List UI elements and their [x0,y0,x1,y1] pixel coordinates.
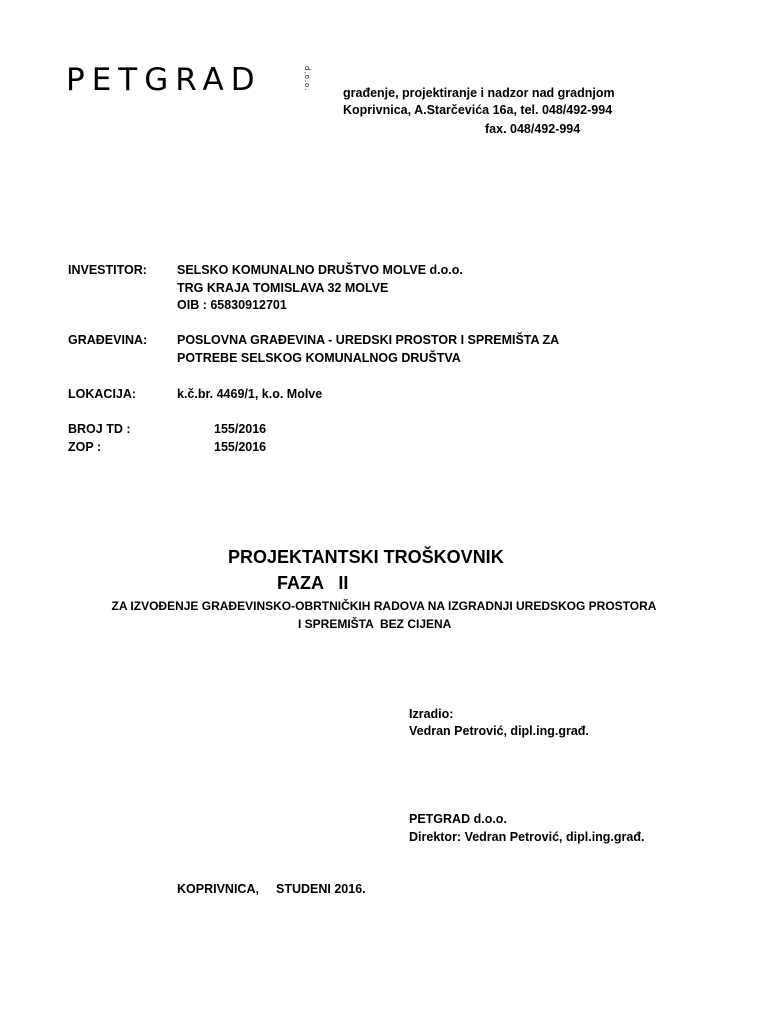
gradevina-line: POSLOVNA GRAĐEVINA - UREDSKI PROSTOR I SPREMIŠTA ZA [177,333,560,347]
broj-td-value: 155/2016 [214,422,267,436]
footer-place: KOPRIVNICA, [177,882,259,896]
document-title: PROJEKTANTSKI TROŠKOVNIK [228,547,504,567]
investitor-line: TRG KRAJA TOMISLAVA 32 MOLVE [177,281,389,295]
izradio-name: Vedran Petrović, dipl.ing.građ. [409,724,589,738]
company-logo: PETGRAD [66,62,262,98]
lokacija-value: k.č.br. 4469/1, k.o. Molve [177,387,323,401]
investitor-label: INVESTITOR: [68,263,147,277]
document-subtitle-line1: ZA IZVOĐENJE GRAĐEVINSKO-OBRTNIČKIH RADOVA NA IZGRADNJI UREDSKOG PROSTORA [111,599,657,613]
signature-director: Direktor: Vedran Petrović, dipl.ing.građ. [409,830,645,844]
broj-td-label: BROJ TD : [68,422,131,436]
document-subtitle-line2: I SPREMIŠTA BEZ CIJENA [298,617,452,631]
footer-date: STUDENI 2016. [276,882,366,896]
zop-label: ZOP : [68,440,102,454]
company-address: Koprivnica, A.Starčevića 16a, tel. 048/492-994 [343,103,613,117]
gradevina-line: POTREBE SELSKOG KOMUNALNOG DRUŠTVA [177,351,461,365]
lokacija-label: LOKACIJA: [68,387,137,401]
company-logo-suffix: d.o.o. [303,66,311,92]
company-tagline: građenje, projektiranje i nadzor nad gradnjom [343,86,615,100]
zop-value: 155/2016 [214,440,267,454]
document-phase: FAZA II [277,573,349,593]
gradevina-label: GRAĐEVINA: [68,333,148,347]
signature-company: PETGRAD d.o.o. [409,812,507,826]
izradio-label: Izradio: [409,707,454,721]
investitor-line: SELSKO KOMUNALNO DRUŠTVO MOLVE d.o.o. [177,263,463,277]
company-fax: fax. 048/492-994 [485,122,581,136]
investitor-line: OIB : 65830912701 [177,298,287,312]
